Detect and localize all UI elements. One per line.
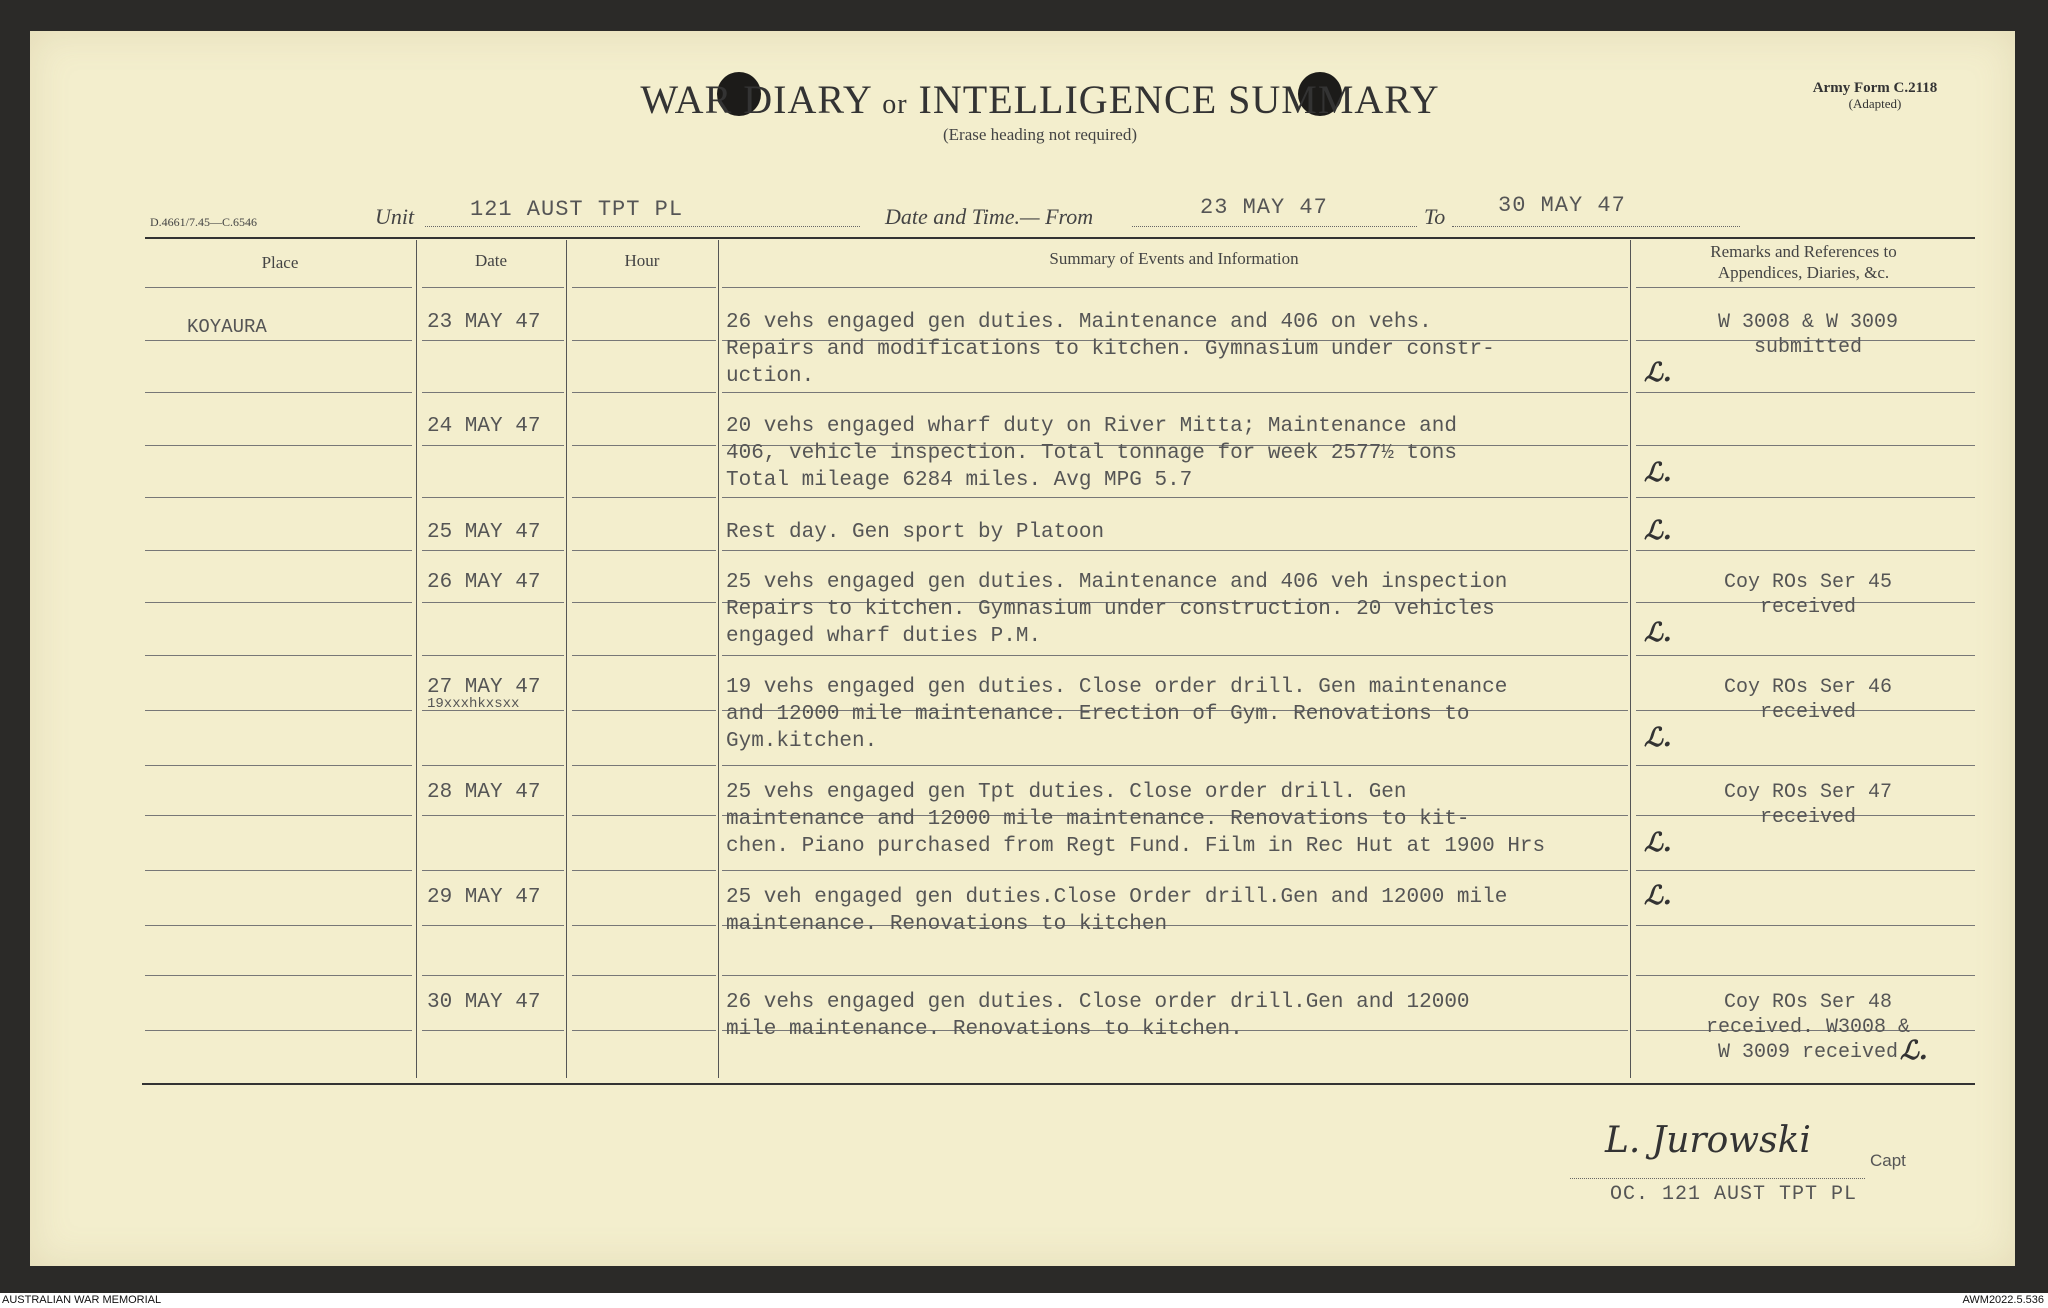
rule-line [145, 602, 412, 603]
entry-remark-line: Coy ROs Ser 45 [1723, 571, 1893, 594]
entry-date-overstrike: 19xxxhkxsxx [427, 696, 520, 712]
entry-summary-line: maintenance and 12000 mile maintenance. Renovations to kit- [726, 808, 1470, 831]
entry-summary-line: 406, vehicle inspection. Total tonnage for week 2577½ tons [726, 442, 1457, 465]
entry-remark-line: received. W3008 & [1705, 1016, 1911, 1039]
rule-line [145, 815, 412, 816]
col-divider-date [566, 240, 567, 1078]
unit-label: Unit [375, 204, 415, 229]
entry-remark-line: W 3008 & W 3009 [1717, 311, 1899, 334]
entry-date: 24 MAY 47 [427, 415, 541, 438]
rule-line [422, 497, 564, 498]
entry-summary-line: 26 vehs engaged gen duties. Close order drill.Gen and 12000 [726, 991, 1470, 1014]
form-subtitle: (Erase heading not required) [943, 125, 1137, 144]
rule-line [422, 602, 564, 603]
rule-line [572, 870, 716, 871]
rule-line [572, 655, 716, 656]
rule-line [722, 975, 1628, 976]
entry-initial: ℒ. [1644, 516, 1672, 546]
rule-line [422, 550, 564, 551]
rule-line [422, 765, 564, 766]
rule-line [572, 710, 716, 711]
title-war-diary: WAR DIARY [640, 77, 872, 122]
col-divider-summary [1630, 240, 1631, 1078]
entry-summary-line: engaged wharf duties P.M. [726, 625, 1042, 648]
signature: L. Jurowski [1605, 1120, 1811, 1161]
to-line [1452, 225, 1740, 227]
date-to-label: To [1424, 204, 1446, 229]
rule-line [1636, 392, 1975, 393]
table-top-rule [145, 237, 1975, 239]
remarks-header-line-1: Remarks and References to [1710, 242, 1897, 261]
rule-line [722, 655, 1628, 656]
entry-initial: ℒ. [1644, 828, 1672, 858]
entry-date: 30 MAY 47 [427, 991, 541, 1014]
rule-line [572, 975, 716, 976]
rule-line [1636, 925, 1975, 926]
entry-summary-line: 25 vehs engaged gen Tpt duties. Close order drill. Gen [726, 781, 1407, 804]
rule-line [572, 602, 716, 603]
entry-initial: ℒ. [1644, 723, 1672, 753]
rule-line [572, 287, 716, 288]
army-form-number [1760, 80, 1990, 112]
entry-initial: ℒ. [1644, 618, 1672, 648]
entry-remark-line: received [1759, 596, 1856, 619]
rule-line [1636, 975, 1975, 976]
rule-line [422, 655, 564, 656]
rule-line [422, 870, 564, 871]
rule-line [422, 1030, 564, 1031]
entry-summary-line: 25 veh engaged gen duties.Close Order drill.Gen and 12000 mile [726, 886, 1508, 909]
col-divider-hour [718, 240, 719, 1078]
rule-line [722, 287, 1628, 288]
signature-rank: Capt [1870, 1151, 1906, 1170]
entry-remark-line: received [1759, 806, 1856, 829]
entry-remark-line: Coy ROs Ser 48 [1723, 991, 1893, 1014]
entry-remark-line: W 3009 received [1717, 1041, 1899, 1064]
rule-line [145, 710, 412, 711]
archive-footer [0, 1293, 2048, 1308]
rule-line [722, 550, 1628, 551]
rule-line [572, 765, 716, 766]
unit-line [425, 225, 860, 227]
table-bottom-rule [142, 1083, 1975, 1085]
remarks-header-line-2: Appendices, Diaries, &c. [1717, 263, 1890, 282]
rule-line [145, 550, 412, 551]
entry-date: 26 MAY 47 [427, 571, 541, 594]
rule-line [422, 975, 564, 976]
col-header-place: Place [261, 253, 299, 272]
rule-line [145, 655, 412, 656]
army-form-label: Army Form C.2118 [1812, 80, 1938, 96]
entry-summary-line: 25 vehs engaged gen duties. Maintenance and 406 veh inspection [726, 571, 1508, 594]
rule-line [572, 815, 716, 816]
rule-line [572, 925, 716, 926]
rule-line [145, 445, 412, 446]
title-or: or [882, 89, 908, 120]
unit-value: 121 AUST TPT PL [470, 197, 684, 222]
rule-line [1636, 497, 1975, 498]
entry-summary-line: and 12000 mile maintenance. Erection of Gym. Renovations to [726, 703, 1470, 726]
rule-line [572, 340, 716, 341]
entry-remark-line: Coy ROs Ser 46 [1723, 676, 1893, 699]
rule-line [145, 975, 412, 976]
entry-date: 25 MAY 47 [427, 521, 541, 544]
rule-line [145, 497, 412, 498]
print-code: D.4661/7.45—C.6546 [150, 215, 258, 229]
rule-line [1636, 550, 1975, 551]
entry-initial: ℒ. [1644, 881, 1672, 911]
date-from-value: 23 MAY 47 [1200, 195, 1328, 220]
rule-line [422, 925, 564, 926]
entry-summary-line: uction. [726, 365, 815, 388]
entry-summary-line: mile maintenance. Renovations to kitchen. [726, 1018, 1243, 1041]
entry-date: 27 MAY 47 [427, 676, 541, 699]
entry-date: 23 MAY 47 [427, 311, 541, 334]
rule-line [145, 392, 412, 393]
form-title [600, 76, 1480, 123]
entry-remark-line: submitted [1753, 336, 1863, 359]
entry-summary-line: Gym.kitchen. [726, 730, 878, 753]
entry-initial: ℒ. [1900, 1036, 1928, 1066]
footer-reference: AWM2022.5.536 [1962, 1294, 2044, 1306]
from-line [1132, 225, 1417, 227]
entry-summary-line: maintenance. Renovations to kitchen [726, 913, 1168, 936]
entry-remark-line: received [1759, 701, 1856, 724]
rule-line [1636, 870, 1975, 871]
rule-line [1636, 655, 1975, 656]
rule-line [145, 287, 412, 288]
rule-line [145, 1030, 412, 1031]
rule-line [572, 392, 716, 393]
col-header-hour: Hour [624, 251, 660, 270]
rule-line [1636, 765, 1975, 766]
entry-date: 28 MAY 47 [427, 781, 541, 804]
rule-line [145, 340, 412, 341]
entry-summary-line: Repairs to kitchen. Gymnasium under construction. 20 vehicles [726, 598, 1495, 621]
rule-line [572, 497, 716, 498]
entry-summary-line: Total mileage 6284 miles. Avg MPG 5.7 [726, 469, 1193, 492]
entry-summary-line: 26 vehs engaged gen duties. Maintenance and 406 on vehs. [726, 311, 1432, 334]
entry-summary-line: Rest day. Gen sport by Platoon [726, 521, 1105, 544]
entry-summary-line: chen. Piano purchased from Regt Fund. Film in Rec Hut at 1900 Hrs [726, 835, 1546, 858]
rule-line [422, 287, 564, 288]
rule-line [422, 815, 564, 816]
rule-line [572, 1030, 716, 1031]
rule-line [1636, 445, 1975, 446]
rule-line [572, 445, 716, 446]
rule-line [722, 497, 1628, 498]
entry-summary-line: Repairs and modifications to kitchen. Gymnasium under constr- [726, 338, 1495, 361]
date-to-value: 30 MAY 47 [1498, 193, 1626, 218]
col-header-remarks [1631, 241, 1976, 283]
date-from-label: Date and Time.— From [885, 204, 1094, 229]
entry-remark-line: Coy ROs Ser 47 [1723, 781, 1893, 804]
col-header-summary: Summary of Events and Information [1049, 249, 1299, 268]
signature-line [1570, 1177, 1865, 1179]
rule-line [422, 340, 564, 341]
rule-line [145, 870, 412, 871]
rule-line [422, 392, 564, 393]
col-divider-place [416, 240, 417, 1078]
adapted-label: (Adapted) [1848, 96, 1902, 111]
rule-line [722, 765, 1628, 766]
entry-summary-line: 20 vehs engaged wharf duty on River Mitta; Maintenance and [726, 415, 1457, 438]
signature-position: OC. 121 AUST TPT PL [1610, 1183, 1858, 1206]
footer-source: AUSTRALIAN WAR MEMORIAL [2, 1294, 162, 1306]
rule-line [1636, 287, 1975, 288]
entry-summary-line: 19 vehs engaged gen duties. Close order drill. Gen maintenance [726, 676, 1508, 699]
col-header-date: Date [474, 251, 508, 270]
rule-line [145, 925, 412, 926]
title-intelligence-summary: INTELLIGENCE SUMMARY [918, 77, 1440, 122]
entry-date: 29 MAY 47 [427, 886, 541, 909]
rule-line [422, 445, 564, 446]
rule-line [722, 870, 1628, 871]
entry-initial: ℒ. [1644, 458, 1672, 488]
rule-line [145, 765, 412, 766]
entry-place: KOYAURA [187, 316, 267, 338]
rule-line [722, 392, 1628, 393]
rule-line [572, 550, 716, 551]
entry-initial: ℒ. [1644, 358, 1672, 388]
